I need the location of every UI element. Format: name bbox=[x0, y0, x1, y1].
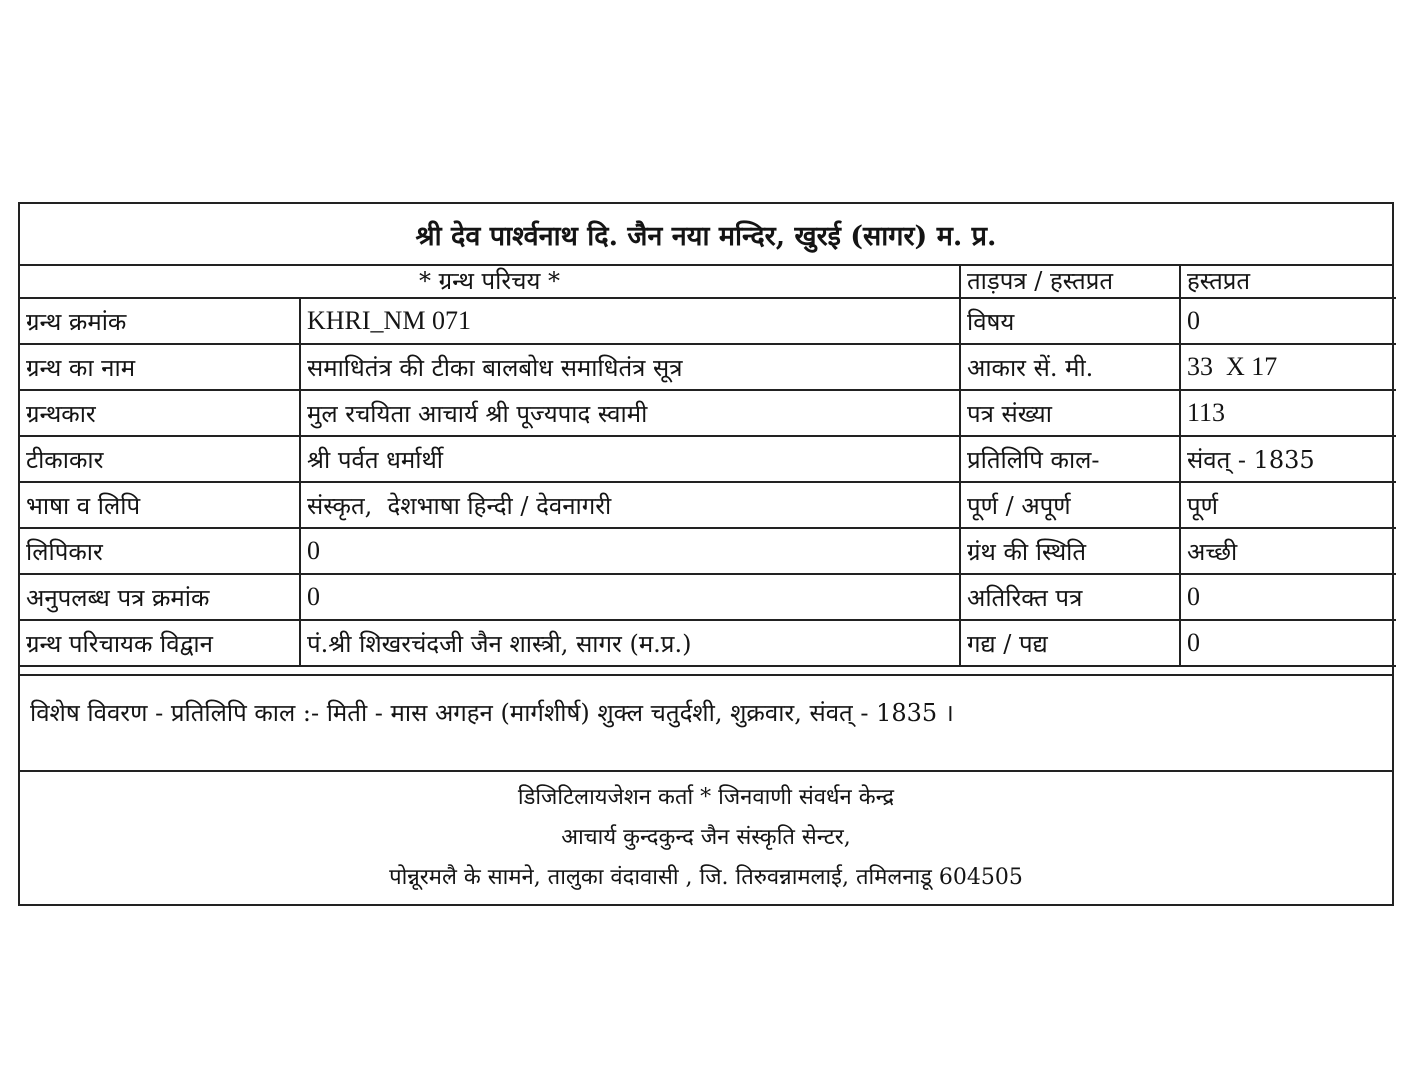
table-row bbox=[20, 390, 1396, 436]
table-row bbox=[20, 528, 1396, 574]
footer-line-1: डिजिटिलायजेशन कर्ता * जिनवाणी संवर्धन केन्द्र bbox=[517, 785, 895, 810]
row-value-2: अच्छी bbox=[1180, 528, 1396, 574]
row-value: 0 bbox=[300, 528, 960, 574]
temple-title: श्री देव पार्श्वनाथ दि. जैन नया मन्दिर, खुरई (सागर) म. प्र. bbox=[20, 204, 1392, 266]
row-value-2: 0 bbox=[1180, 620, 1396, 666]
row-value-2: 33 X 17 bbox=[1180, 344, 1396, 390]
row-value: 0 bbox=[300, 574, 960, 620]
row-value: समाधितंत्र की टीका बालबोध समाधितंत्र सूत्र bbox=[300, 344, 960, 390]
row-label-2: ग्रंथ की स्थिति bbox=[960, 528, 1180, 574]
manuscript-details-table bbox=[20, 264, 1396, 667]
type-value: हस्तप्रत bbox=[1180, 264, 1396, 298]
table-row bbox=[20, 482, 1396, 528]
row-value-2: 113 bbox=[1180, 390, 1396, 436]
row-value-2: 0 bbox=[1180, 574, 1396, 620]
row-label-2: विषय bbox=[960, 298, 1180, 344]
row-value: संस्कृत, देशभाषा हिन्दी / देवनागरी bbox=[300, 482, 960, 528]
table-row bbox=[20, 436, 1396, 482]
row-value: पं.श्री शिखरचंदजी जैन शास्त्री, सागर (म.प्र.) bbox=[300, 620, 960, 666]
row-label-2: गद्य / पद्य bbox=[960, 620, 1180, 666]
table-row bbox=[20, 298, 1396, 344]
table-row bbox=[20, 344, 1396, 390]
intro-heading: * ग्रन्थ परिचय * bbox=[20, 264, 960, 298]
row-label: अनुपलब्ध पत्र क्रमांक bbox=[20, 574, 300, 620]
row-value: KHRI_NM 071 bbox=[300, 298, 960, 344]
row-value-2: पूर्ण bbox=[1180, 482, 1396, 528]
row-label-2: पूर्ण / अपूर्ण bbox=[960, 482, 1180, 528]
row-label-2: आकार सें. मी. bbox=[960, 344, 1180, 390]
type-label: ताड़पत्र / हस्तप्रत bbox=[960, 264, 1180, 298]
special-remarks: विशेष विवरण - प्रतिलिपि काल :- मिती - मास अगहन (मार्गशीर्ष) शुक्ल चतुर्दशी, शुक्रवार, संवत् - 1835 । bbox=[20, 674, 1392, 772]
row-label: ग्रन्थकार bbox=[20, 390, 300, 436]
digitization-footer bbox=[20, 776, 1392, 904]
row-label-2: प्रतिलिपि काल- bbox=[960, 436, 1180, 482]
row-label: लिपिकार bbox=[20, 528, 300, 574]
manuscript-info-card bbox=[18, 202, 1394, 906]
table-row bbox=[20, 574, 1396, 620]
row-label: ग्रन्थ का नाम bbox=[20, 344, 300, 390]
row-value: श्री पर्वत धर्मार्थी bbox=[300, 436, 960, 482]
row-label: ग्रन्थ क्रमांक bbox=[20, 298, 300, 344]
row-label: भाषा व लिपि bbox=[20, 482, 300, 528]
footer-line-2: आचार्य कुन्दकुन्द जैन संस्कृति सेन्टर, bbox=[561, 825, 851, 850]
row-label: ग्रन्थ परिचायक विद्वान bbox=[20, 620, 300, 666]
row-label: टीकाकार bbox=[20, 436, 300, 482]
row-value-2: संवत् - 1835 bbox=[1180, 436, 1396, 482]
table-row bbox=[20, 620, 1396, 666]
table-header-row bbox=[20, 264, 1396, 298]
row-value: मुल रचयिता आचार्य श्री पूज्यपाद स्वामी bbox=[300, 390, 960, 436]
row-label-2: अतिरिक्त पत्र bbox=[960, 574, 1180, 620]
row-value-2: 0 bbox=[1180, 298, 1396, 344]
footer-line-3: पोन्नूरमलै के सामने, तालुका वंदावासी , जि. तिरुवन्नामलाई, तमिलनाडू 604505 bbox=[389, 865, 1023, 890]
row-label-2: पत्र संख्या bbox=[960, 390, 1180, 436]
